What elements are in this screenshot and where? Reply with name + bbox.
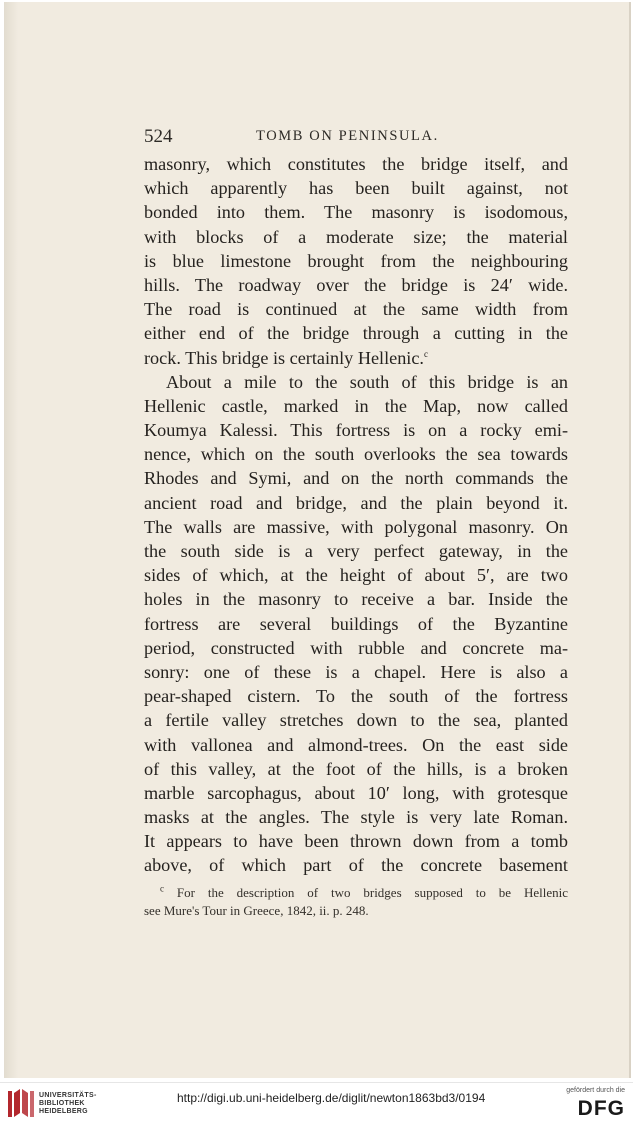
- text-line: is blue limestone brought from the neighbouring: [144, 250, 568, 271]
- text-line: Rhodes and Symi, and on the north commands the: [144, 468, 568, 489]
- dfg-logo: DFG: [577, 1097, 625, 1120]
- body-text: [144, 152, 568, 878]
- text-line: fortress are several buildings of the Byzantine: [144, 613, 568, 634]
- page-header: [144, 126, 568, 150]
- running-title: TOMB ON PENINSULA.: [256, 128, 439, 144]
- text-line: either end of the bridge through a cutting in the: [144, 323, 568, 344]
- sponsor-caption: gefördert durch die: [566, 1087, 625, 1094]
- footnote-line: [144, 884, 568, 902]
- text-line: Hellenic castle, marked in the Map, now called: [144, 395, 568, 416]
- text-line: holes in the masonry to receive a bar. Inside the: [144, 589, 568, 610]
- footnote: [144, 884, 568, 920]
- text-line: nence, which on the south overlooks the sea towards: [144, 444, 568, 465]
- text-line: ancient road and bridge, and the plain beyond it.: [144, 492, 568, 513]
- permalink-url[interactable]: http://digi.ub.uni-heidelberg.de/diglit/newton1863bd3/0194: [177, 1091, 486, 1105]
- text-line: marble sarcophagus, about 10′ long, with grotesque: [144, 782, 568, 803]
- viewer-footer: [0, 1082, 633, 1126]
- text-line: the south side is a very perfect gateway, in the: [144, 541, 568, 561]
- text-line: which apparently has been built against, not: [144, 178, 568, 199]
- page-gutter-shadow: [4, 2, 18, 1078]
- text-line: period, constructed with rubble and concrete ma-: [144, 637, 568, 658]
- footnote-marker: c: [160, 883, 164, 894]
- text-line: The road is continued at the same width from: [144, 299, 568, 320]
- page-number: 524: [144, 126, 173, 147]
- footnote-line: see Mure's Tour in Greece, 1842, ii. p. 248.: [144, 903, 369, 918]
- text-line-with-footnote: [144, 346, 568, 370]
- text-line: masks at the angles. The style is very late Roman.: [144, 807, 568, 828]
- text-line: above, of which part of the concrete basement: [144, 855, 568, 876]
- text-line-content: rock. This bridge is certainly Hellenic.: [144, 347, 424, 368]
- text-line: masonry, which constitutes the bridge itself, and: [144, 154, 568, 174]
- text-line: bonded into them. The masonry is isodomous,: [144, 202, 568, 223]
- text-line: Koumya Kalessi. This fortress is on a rocky emi-: [144, 420, 568, 441]
- university-library-name: UNIVERSITÄTS- BIBLIOTHEK HEIDELBERG: [39, 1092, 97, 1115]
- text-line: of this valley, at the foot of the hills, is a broken: [144, 758, 568, 779]
- text-line: The walls are massive, with polygonal masonry. On: [144, 516, 568, 537]
- text-line-paragraph-start: About a mile to the south of this bridge is an: [166, 371, 568, 392]
- text-line: with vallonea and almond-trees. On the east side: [144, 734, 568, 755]
- text-line: sonry: one of these is a chapel. Here is also a: [144, 661, 568, 682]
- text-line: hills. The roadway over the bridge is 24′ wide.: [144, 274, 568, 295]
- text-line: with blocks of a moderate size; the material: [144, 226, 568, 247]
- footnote-text: For the description of two bridges supposed to be Hellenic: [176, 885, 568, 900]
- text-line: pear-shaped cistern. To the south of the fortress: [144, 686, 568, 707]
- text-line: It appears to have been thrown down from a tomb: [144, 831, 568, 852]
- text-line: sides of which, at the height of about 5′, are two: [144, 565, 568, 586]
- footnote-reference: c: [423, 348, 428, 359]
- text-line: a fertile valley stretches down to the sea, planted: [144, 710, 568, 731]
- university-library-logo-icon: [6, 1087, 36, 1121]
